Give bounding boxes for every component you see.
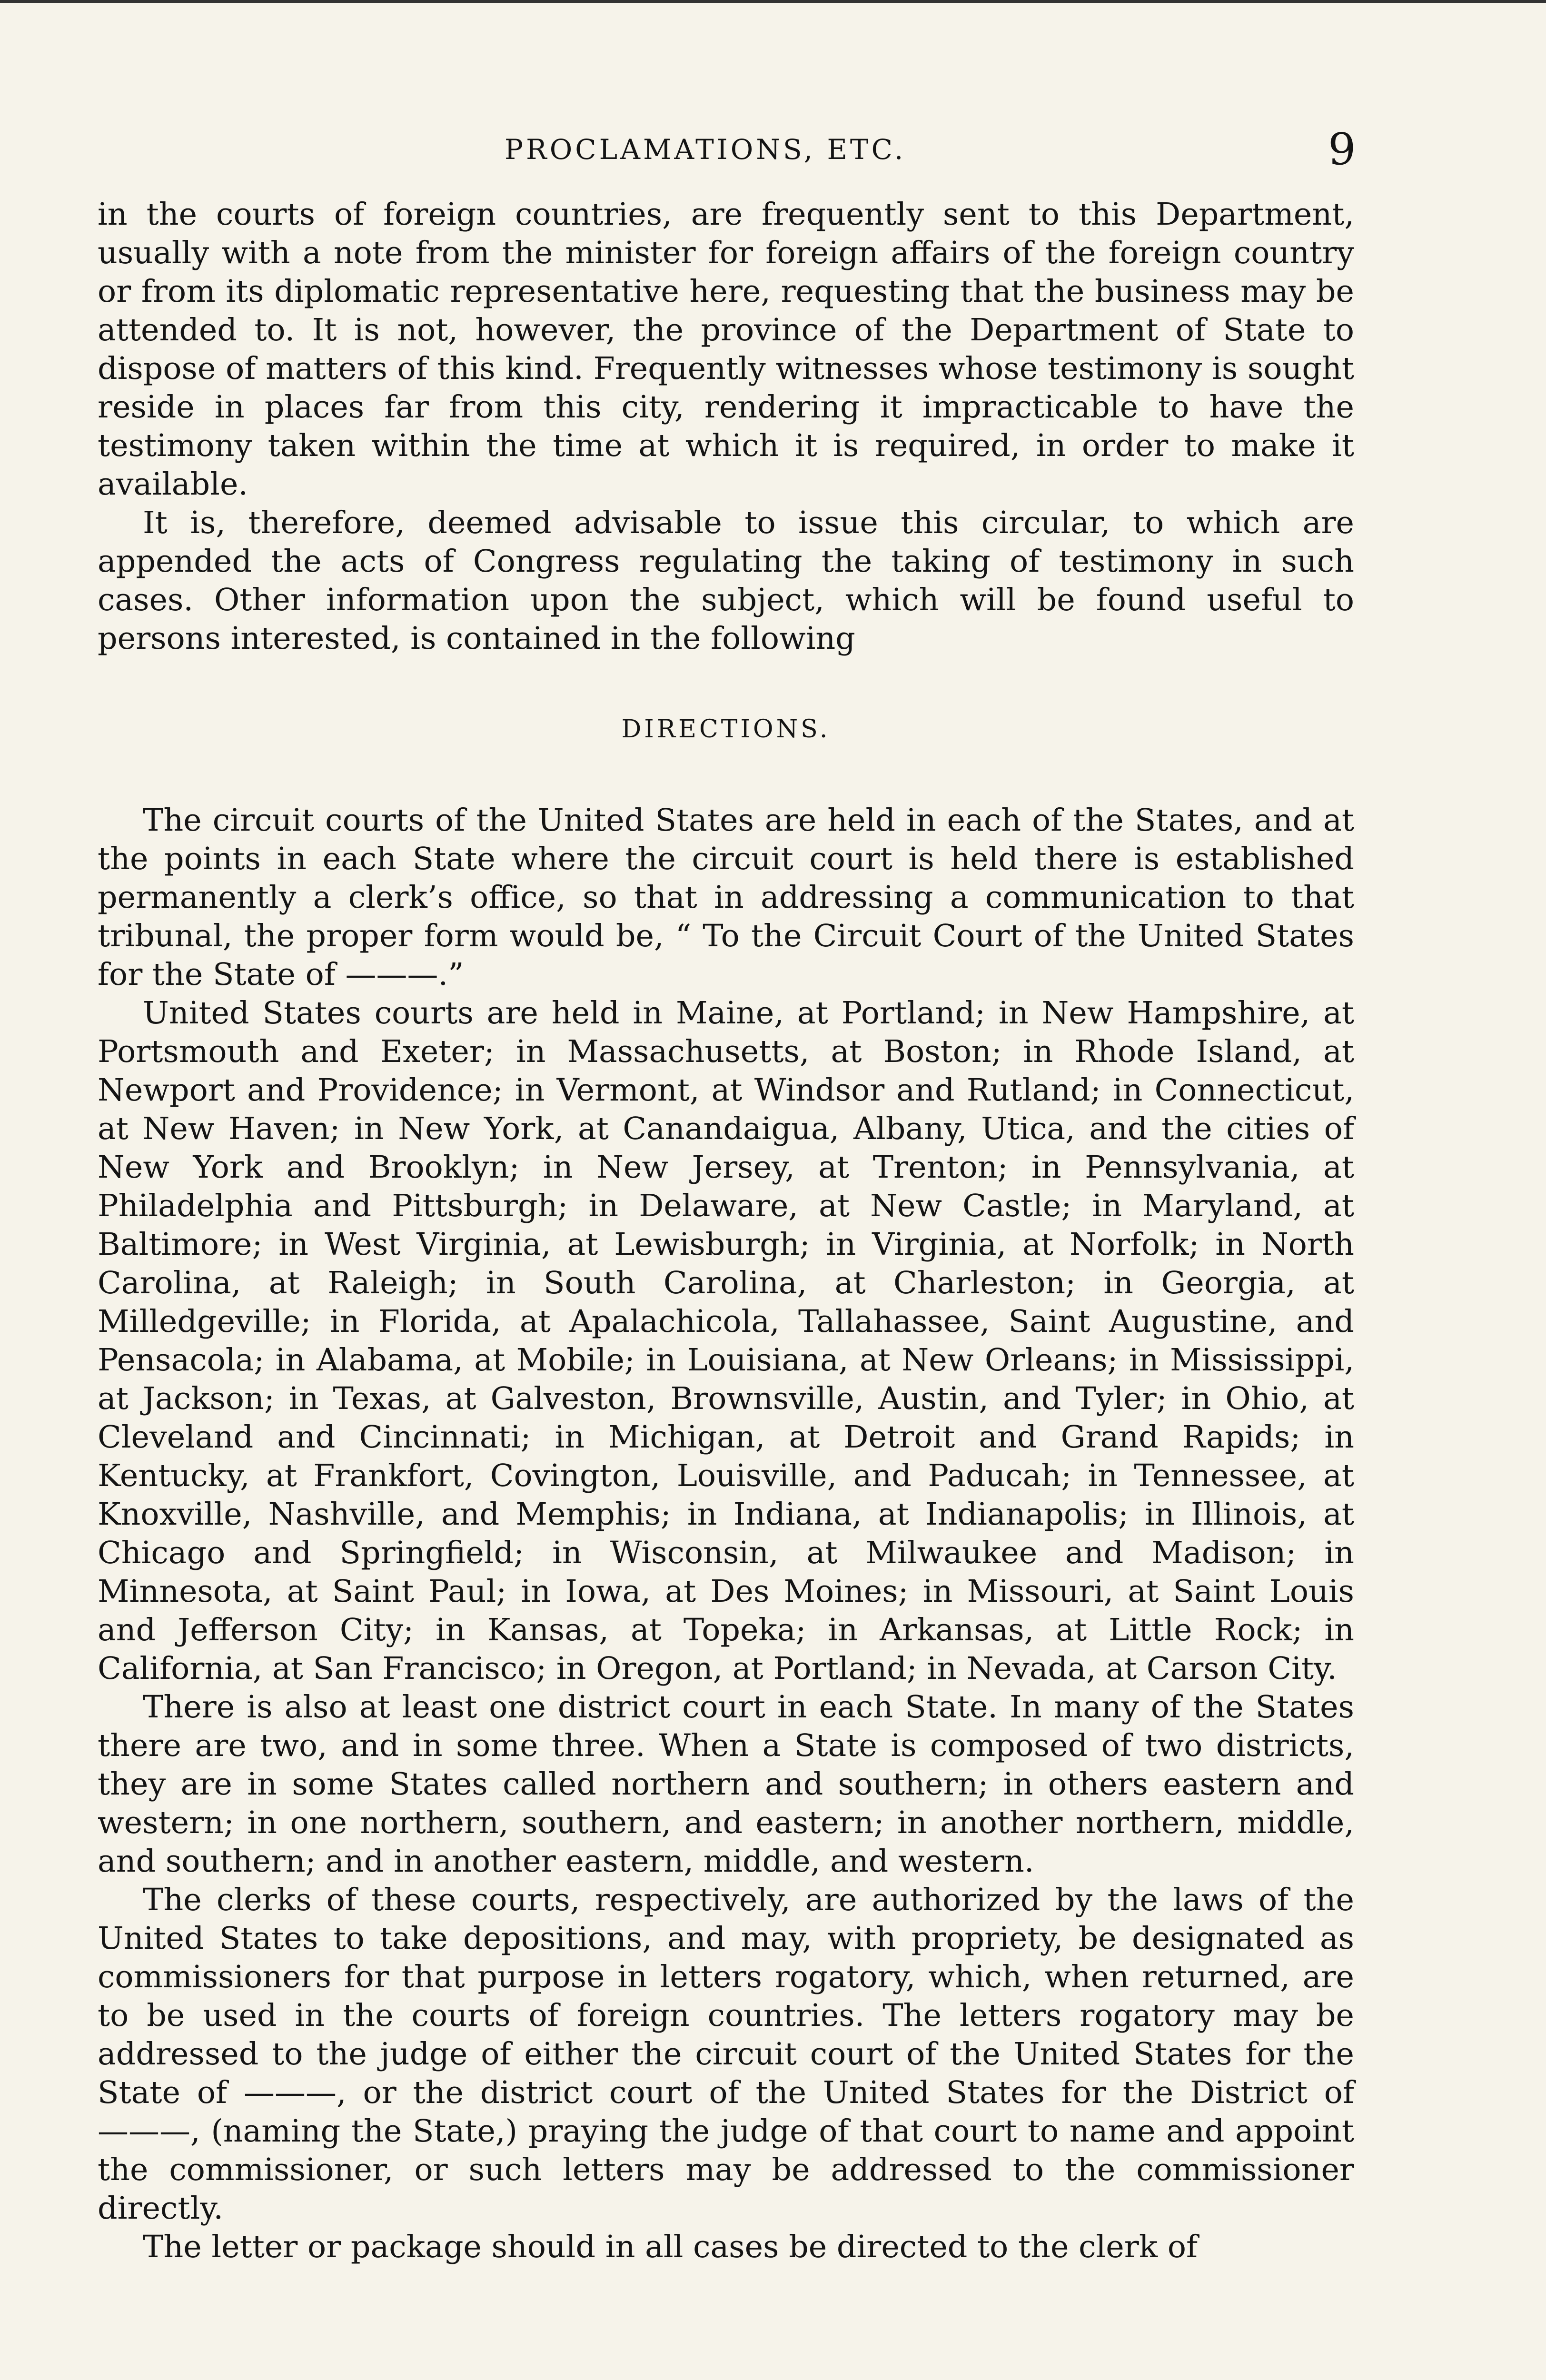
paragraph: It is, therefore, deemed advisable to issue this circular, to which are appended the acts of Congress regulating the taking of testimony in such cases. Other information upon the subject, which will be found useful to persons interested, is contained in the following [98, 505, 1354, 656]
top-border-rule [0, 0, 1546, 3]
page-number: 9 [1328, 124, 1356, 175]
paragraph: The clerks of these courts, respectively, are authorized by the laws of the United States to take depositions, and may, with propriety, be designated as commissioners for that purpose in letters rogatory, which, when returned, are to be used in the courts of foreign countries. The letters rogatory may be addressed to the judge of either the circuit court of the United States for the State of ———, or the district court of the United States for the District of ———, (naming the State,) praying the judge of that court to name and appoint the commissioner, or such letters may be addressed to the commissioner directly. [98, 1882, 1354, 2226]
paragraph: There is also at least one district court in each State. In many of the States there are two, and in some three. When a State is composed of two districts, they are in some States called northern and southern; in others eastern and western; in one northern, southern, and eastern; in another northern, middle, and southern; and in another eastern, middle, and western. [98, 1689, 1354, 1879]
paragraph: The circuit courts of the United States are held in each of the States, and at the points in each State where the circuit court is held there is established permanently a clerk’s office, so that in addressing a communication to that tribunal, the proper form would be, “ To the Circuit Court of the United States for the State of ———.” [98, 803, 1354, 992]
paragraph: United States courts are held in Maine, at Portland; in New Hampshire, at Portsmouth and Exeter; in Massachusetts, at Boston; in Rhode Island, at Newport and Providence; in Vermont, at Windsor and Rutland; in Connecticut, at New Haven; in New York, at Canandaigua, Albany, Utica, and the cities of New York and Brooklyn; in New Jersey, at Trenton; in Pennsylvania, at Philadelphia and Pittsburgh; in Delaware, at New Castle; in Maryland, at Baltimore; in West Virginia, at Lewisburgh; in Virginia, at Norfolk; in North Carolina, at Raleigh; in South Carolina, at Charleston; in Georgia, at Milledgeville; in Florida, at Apalachicola, Tallahassee, Saint Augustine, and Pensacola; in Alabama, at Mobile; in Louisiana, at New Orleans; in Mississippi, at Jackson; in Texas, at Galveston, Brownsville, Austin, and Tyler; in Ohio, at Cleveland and Cincinnati; in Michigan, at Detroit and Grand Rapids; in Kentucky, at Frankfort, Covington, Louisville, and Paducah; in Tennessee, at Knoxville, Nashville, and Memphis; in Indiana, at Indianapolis; in Illinois, at Chicago and Springfield; in Wisconsin, at Milwaukee and Madison; in Minnesota, at Saint Paul; in Iowa, at Des Moines; in Missouri, at Saint Louis and Jefferson City; in Kansas, at Topeka; in Arkansas, at Little Rock; in California, at San Francisco; in Oregon, at Portland; in Nevada, at Carson City. [98, 995, 1354, 1686]
section-heading: DIRECTIONS. [621, 715, 831, 744]
running-title: PROCLAMATIONS, ETC. [505, 133, 906, 166]
page-header [0, 124, 1546, 176]
body-text [98, 195, 1354, 2266]
paragraph: The letter or package should in all cases be directed to the clerk of [143, 2229, 1198, 2265]
paragraph: in the courts of foreign countries, are frequently sent to this Department, usually with a note from the minister for foreign affairs of the foreign country or from its diplomatic representative here, requesting that the business may be attended to. It is not, however, the province of the Department of State to dispose of matters of this kind. Frequently witnesses whose testimony is sought reside in places far from this city, rendering it impracticable to have the testimony taken within the time at which it is required, in order to make it available. [98, 197, 1354, 502]
